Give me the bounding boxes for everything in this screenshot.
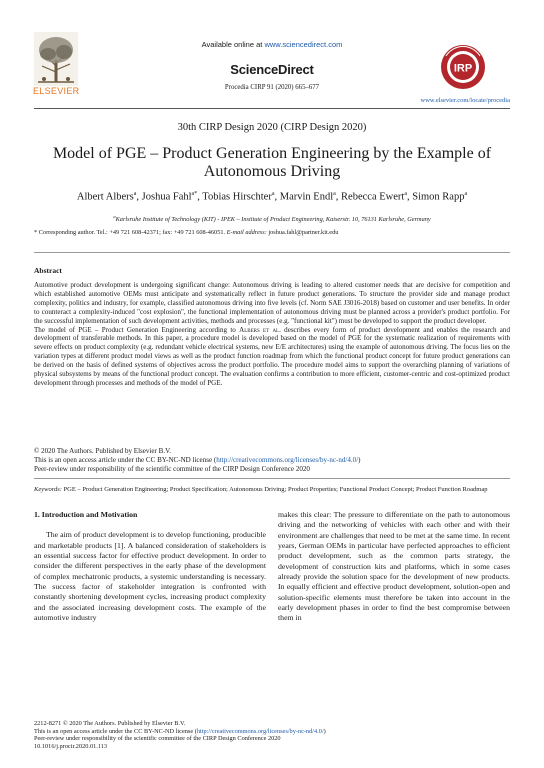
publisher-name: ELSEVIER bbox=[33, 86, 80, 96]
footer-peer-review: Peer-review under responsibility of the scientific committee of the CIRP Design Conference 2020 bbox=[34, 735, 281, 743]
author-name: Albert Albers bbox=[76, 191, 134, 203]
availability-text: Available online at bbox=[201, 40, 265, 49]
license-link[interactable]: http://creativecommons.org/licenses/by-nc-nd/4.0/ bbox=[216, 455, 359, 464]
journal-header bbox=[0, 0, 544, 112]
body-column-right bbox=[278, 510, 510, 624]
page-footer bbox=[34, 720, 510, 750]
affiliation-text: Karlsruhe Institute of Technology (KIT) - IPEK – Institute of Product Engineering, Kaiserstr. 10, 76131 Karlsruhe, Germany bbox=[115, 216, 431, 224]
author-name: Simon Rapp bbox=[412, 191, 465, 203]
abstract-p2-rest: describes every form of product development and enables the research and development of transferable methods. In this paper, a procedure model is developed based on the model of PGE for the systematic realization of requirements with severe effects on product complexity (e.g. redundant vehicle electrical systems, new E/E architectures) using the example of autonomous driving. The focus lies on the variation types at different product model views as well as the product function roadmap from which the functional product concept for future product generations can be derived on the basis of defined systems of objectives across the product portfolio. The procedure model aims to support the overarching planning of variations of physical subsystems by means of the functional product concept. The evaluation confirms a contribution to more efficient, customer-centric and cost-optimized product development through processes and methods of the model of PGE. bbox=[34, 325, 510, 387]
footer-license-suffix: ) bbox=[323, 727, 326, 735]
author-affiliation-marker: a bbox=[404, 191, 407, 197]
author-email[interactable]: joshua.fahl@partner.kit.edu bbox=[266, 229, 339, 236]
author-name: Rebecca Ewert bbox=[341, 191, 405, 203]
keywords bbox=[34, 478, 510, 494]
license-prefix: This is an open access article under the CC BY-NC-ND license ( bbox=[34, 455, 217, 464]
footer-license-prefix: This is an open access article under the CC BY-NC-ND license ( bbox=[34, 727, 197, 735]
abstract-heading: Abstract bbox=[34, 266, 62, 275]
license-suffix: ) bbox=[358, 455, 361, 464]
svg-text:IRP: IRP bbox=[453, 62, 473, 75]
sciencedirect-link[interactable]: www.sciencedirect.com bbox=[264, 40, 343, 49]
author-affiliation-marker: a bbox=[333, 191, 336, 197]
footer-license-link[interactable]: http://creativecommons.org/licenses/by-nc-nd/4.0/ bbox=[196, 727, 324, 735]
section-heading: 1. Introduction and Motivation bbox=[34, 510, 138, 519]
conference-name: 30th CIRP Design 2020 (CIRP Design 2020) bbox=[177, 122, 367, 133]
corresponding-contact: * Corresponding author. Tel.: +49 721 608-42371; fax: +49 721 608-46051. bbox=[34, 229, 227, 236]
author-name: Tobias Hirschter bbox=[202, 191, 272, 203]
license-line bbox=[34, 456, 510, 465]
author-name: Marvin Endl bbox=[279, 191, 334, 203]
header-divider bbox=[34, 108, 510, 109]
copyright-line: © 2020 The Authors. Published by Elsevier B.V. bbox=[34, 447, 172, 455]
cirp-logo-icon bbox=[440, 44, 486, 90]
author-affiliation-marker: a* bbox=[191, 191, 198, 197]
abstract-paragraph-1: Automotive product development is undergoing significant change: Autonomous driving is leading to altered customer needs that are decisive for competition and which established automotive OEMs must anticipate and systematically reflect in future product generations. To structure the provider side and manage product complexity, politics and industry, for example, classified autonomous driving into five levels (cf. Norm SAE J3016-2018) based on customer and user benefits. In order to counteract a complexity-induced "cost explosion", the functional implementation of autonomous driving must be planned across a provider's product portfolio. For the successful implementation of such development activities, methods and processes (e.g. "functional kit") must be developed to support the product developer. bbox=[34, 281, 510, 325]
keywords-text: PGE – Product Generation Engineering; Product Specification; Autonomous Driving; Product Properties; Functional Product Concept; Product Function Roadmap bbox=[61, 486, 488, 493]
paper-title: Model of PGE – Product Generation Engineering by the Example of Autonomous Driving bbox=[52, 145, 492, 180]
author-affiliation-marker: a bbox=[133, 191, 137, 197]
author-affiliation-marker: a bbox=[271, 191, 275, 197]
author-name: Joshua Fahl bbox=[141, 191, 192, 203]
corresponding-author bbox=[34, 229, 338, 236]
abstract-p2-lead: The model of PGE – Product Generation Engineering according to bbox=[34, 325, 240, 334]
abstract-paragraph-2 bbox=[34, 326, 510, 388]
publisher-site-link[interactable]: www.elsevier.com/locate/procedia bbox=[420, 97, 510, 104]
author-affiliation-marker: a bbox=[464, 191, 468, 197]
copyright-block bbox=[34, 447, 510, 474]
affiliation-marker: a bbox=[113, 214, 116, 219]
journal-reference: Procedia CIRP 91 (2020) 665–677 bbox=[224, 84, 320, 91]
abstract-top-divider bbox=[34, 252, 510, 253]
footer-license bbox=[34, 728, 510, 736]
body-text-right: makes this clear: The pressure to differentiate on the path to autonomous driving and the networking of vehicles with each other and with their environment are challenges that need to be met at the same time. In recent years, German OEMs in particular have perfected approaches to efficient product development, such as the common parts strategy, the development of construction kits and platforms, which in some cases already provide the solution space for the development of new products. In equally efficient and effective product development, solution-open and solution-specific elements must therefore be taken into account in the early development phases in order to find the best compromise between them in bbox=[278, 510, 510, 623]
peer-review-line: Peer-review under responsibility of the scientific committee of the CIRP Design Conference 2020 bbox=[34, 464, 310, 473]
body-column-left bbox=[34, 510, 266, 623]
abstract-citation: Albers et al. bbox=[239, 325, 281, 334]
email-label: E-mail address: bbox=[226, 229, 267, 236]
affiliation bbox=[0, 214, 544, 223]
sciencedirect-brand: ScienceDirect bbox=[230, 62, 314, 77]
keywords-label: Keywords: bbox=[34, 486, 62, 493]
footer-issn: 2212-8271 © 2020 The Authors. Published by Elsevier B.V. bbox=[34, 720, 186, 727]
footer-doi[interactable]: 10.1016/j.procir.2020.01.113 bbox=[34, 742, 108, 750]
abstract-body bbox=[34, 281, 510, 388]
author-list: Albert Albers$^a$, Joshua Fahl$^{a*}$, Tobias Hirschter$^a$, Marvin Endl$^a$, Rebecca Ewert$^a$, Simon Rapp$^a$ bbox=[76, 191, 468, 203]
body-text-left: The aim of product development is to develop functioning, producible and marketable products [1]. A balanced consideration of stakeholders is an essential success factor for effective product development. In order to consider the different perspectives in the early phase of the development of complex mechatronic products, a systemic understanding is necessary. The success factor of stakeholder integration is confronted with constantly shortening development cycles, increasing product complexity and the associated increasing development costs. The example of the automotive industry bbox=[34, 530, 266, 623]
